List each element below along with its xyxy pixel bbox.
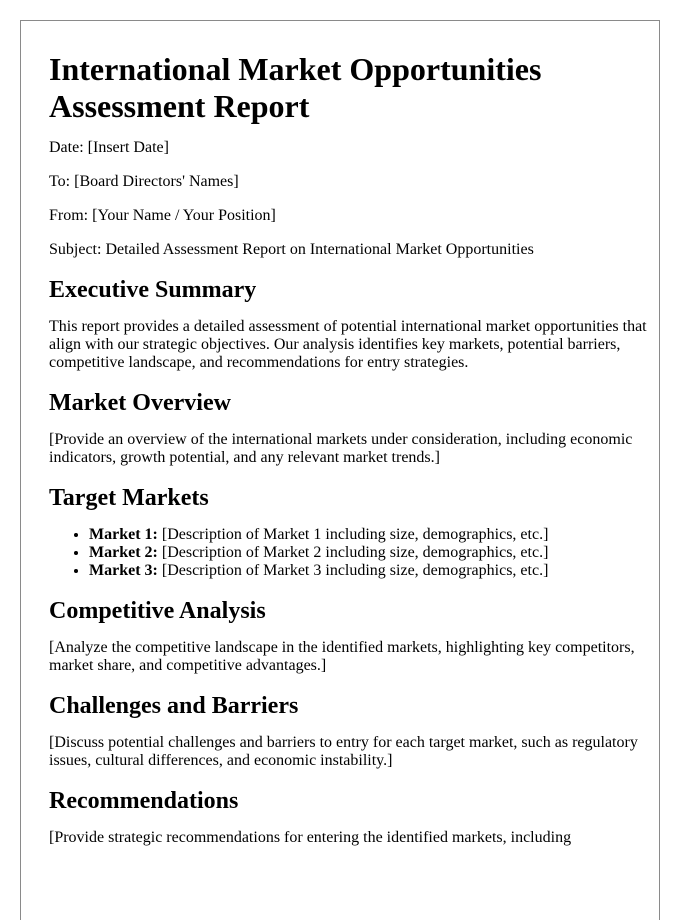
section-body-competitive-analysis: [Analyze the competitive landscape in the identified markets, highlighting key competitors, market share, and competitive advantages.]: [49, 639, 635, 674]
list-item: [89, 526, 649, 544]
section-body-recommendations: [Provide strategic recommendations for entering the identified markets, including: [49, 829, 572, 846]
document-page: [20, 20, 660, 920]
meta-to-value: [Board Directors' Names]: [74, 173, 239, 190]
page-title: International Market Opportunities Assessment Report: [49, 51, 542, 124]
section-heading-target-markets: Target Markets: [49, 485, 209, 511]
meta-date-label: Date:: [49, 139, 84, 156]
meta-to: [49, 173, 649, 191]
section-body-challenges-barriers: [Discuss potential challenges and barriers to entry for each target market, such as regulatory issues, cultural differences, and economic instability.]: [49, 734, 638, 769]
list-item: [89, 544, 649, 562]
list-item: [89, 562, 649, 580]
meta-to-label: To:: [49, 173, 71, 190]
section-heading-market-overview: Market Overview: [49, 390, 231, 416]
meta-from: [49, 207, 649, 225]
meta-subject: [49, 241, 649, 259]
section-heading-recommendations: Recommendations: [49, 788, 239, 814]
market-label: Market 1:: [89, 526, 158, 543]
market-label: Market 3:: [89, 562, 158, 579]
market-description: [Description of Market 3 including size, demographics, etc.]: [161, 562, 549, 579]
target-markets-list: [49, 526, 649, 580]
meta-subject-value: Detailed Assessment Report on International Market Opportunities: [105, 241, 534, 258]
meta-from-value: [Your Name / Your Position]: [92, 207, 276, 224]
meta-date-value: [Insert Date]: [87, 139, 169, 156]
section-body-executive-summary: This report provides a detailed assessment of potential international market opportunities that align with our strategic objectives. Our analysis identifies key markets, potential barriers, competitive landscape, and recommendations for entry strategies.: [49, 318, 647, 371]
section-body-market-overview: [Provide an overview of the international markets under consideration, including economic indicators, growth potential, and any relevant market trends.]: [49, 431, 633, 466]
section-heading-executive-summary: Executive Summary: [49, 277, 257, 303]
report-meta: [49, 139, 649, 259]
section-heading-challenges-barriers: Challenges and Barriers: [49, 693, 299, 719]
market-label: Market 2:: [89, 544, 158, 561]
market-description: [Description of Market 1 including size, demographics, etc.]: [161, 526, 549, 543]
document-content: [49, 51, 649, 847]
meta-from-label: From:: [49, 207, 89, 224]
market-description: [Description of Market 2 including size, demographics, etc.]: [161, 544, 549, 561]
meta-date: [49, 139, 649, 157]
meta-subject-label: Subject:: [49, 241, 102, 258]
section-heading-competitive-analysis: Competitive Analysis: [49, 598, 266, 624]
